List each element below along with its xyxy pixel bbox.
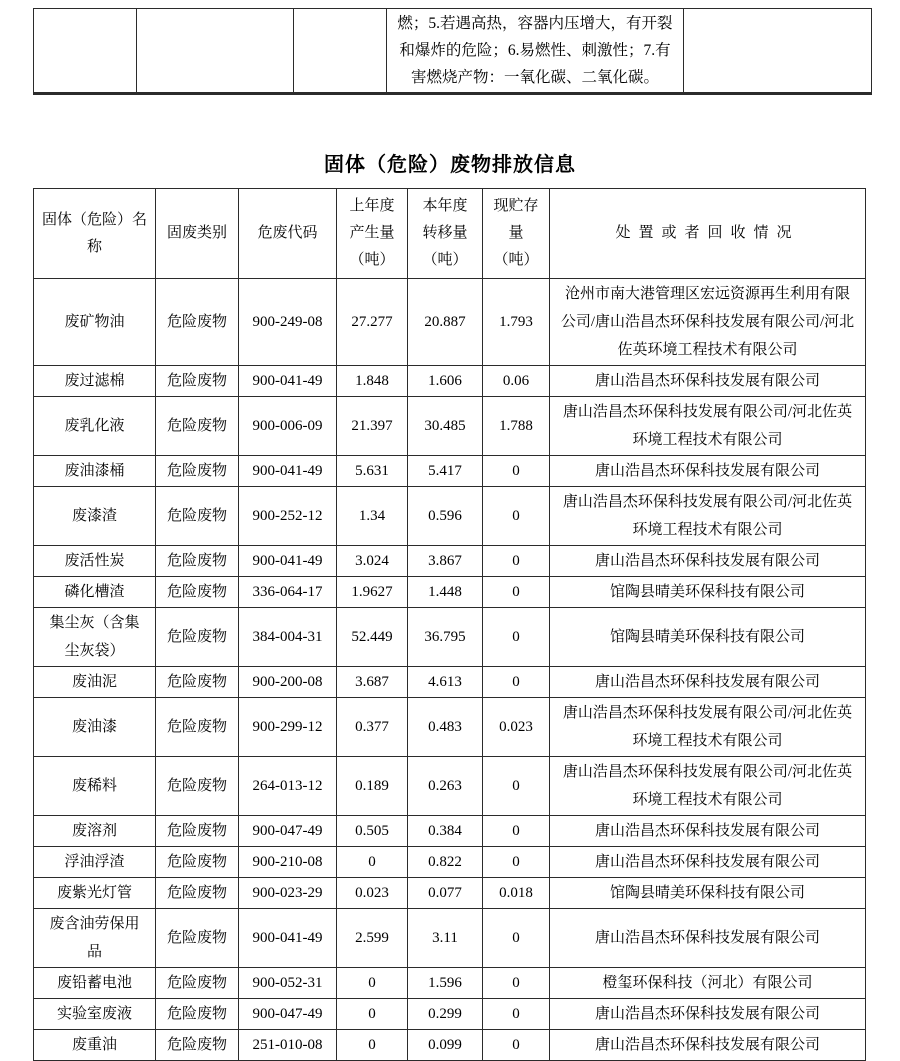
- code-cell: 900-041-49: [239, 366, 337, 397]
- code-cell: 336-064-17: [239, 577, 337, 608]
- table-row: [34, 999, 866, 1030]
- category-cell: 危险废物: [156, 999, 239, 1030]
- name-cell: 废油漆桶: [34, 456, 156, 487]
- disposal-cell: 唐山浩昌杰环保科技发展有限公司/河北佐英环境工程技术有限公司: [550, 757, 866, 816]
- name-cell: 废漆渣: [34, 487, 156, 546]
- table-row: [34, 1030, 866, 1061]
- column-header: 固体（危险）名称: [34, 189, 156, 279]
- table-row: [34, 667, 866, 698]
- category-cell: 危险废物: [156, 1030, 239, 1061]
- table-row: [34, 546, 866, 577]
- category-cell: 危险废物: [156, 698, 239, 757]
- category-cell: 危险废物: [156, 909, 239, 968]
- table-row: [34, 397, 866, 456]
- name-cell: 集尘灰（含集尘灰袋）: [34, 608, 156, 667]
- page-title: 固体（危险）废物排放信息: [324, 154, 576, 176]
- this-year-transferred-cell: 1.596: [408, 968, 483, 999]
- current-storage-cell: 1.788: [483, 397, 550, 456]
- current-storage-cell: 0.018: [483, 878, 550, 909]
- last-year-generated-cell: 0.023: [337, 878, 408, 909]
- table-row: [34, 487, 866, 546]
- table-row: [34, 279, 866, 366]
- category-cell: 危险废物: [156, 366, 239, 397]
- category-cell: 危险废物: [156, 757, 239, 816]
- name-cell: 废紫光灯管: [34, 878, 156, 909]
- category-cell: 危险废物: [156, 487, 239, 546]
- category-cell: 危险废物: [156, 878, 239, 909]
- this-year-transferred-cell: 3.867: [408, 546, 483, 577]
- name-cell: 废溶剂: [34, 816, 156, 847]
- current-storage-cell: 0: [483, 968, 550, 999]
- this-year-transferred-cell: 4.613: [408, 667, 483, 698]
- this-year-transferred-cell: 5.417: [408, 456, 483, 487]
- column-header: 危废代码: [239, 189, 337, 279]
- disposal-cell: 唐山浩昌杰环保科技发展有限公司/河北佐英环境工程技术有限公司: [550, 698, 866, 757]
- last-year-generated-cell: 3.024: [337, 546, 408, 577]
- table-row: [34, 816, 866, 847]
- prev-table-row: [34, 9, 872, 94]
- column-header: 固废类别: [156, 189, 239, 279]
- prev-table-empty-cell: [137, 9, 294, 94]
- this-year-transferred-cell: 0.822: [408, 847, 483, 878]
- code-cell: 900-047-49: [239, 999, 337, 1030]
- disposal-cell: 唐山浩昌杰环保科技发展有限公司: [550, 546, 866, 577]
- name-cell: 废铅蓄电池: [34, 968, 156, 999]
- category-cell: 危险废物: [156, 667, 239, 698]
- disposal-cell: 唐山浩昌杰环保科技发展有限公司: [550, 847, 866, 878]
- last-year-generated-cell: 0: [337, 847, 408, 878]
- name-cell: 废过滤棉: [34, 366, 156, 397]
- code-cell: 900-299-12: [239, 698, 337, 757]
- current-storage-cell: 1.793: [483, 279, 550, 366]
- prev-table-empty-cell: [684, 9, 872, 94]
- code-cell: 900-210-08: [239, 847, 337, 878]
- category-cell: 危险废物: [156, 546, 239, 577]
- column-header: 本年度转移量（吨）: [408, 189, 483, 279]
- prev-table-empty-cell: [294, 9, 387, 94]
- last-year-generated-cell: 0: [337, 968, 408, 999]
- last-year-generated-cell: 0: [337, 1030, 408, 1061]
- code-cell: 900-252-12: [239, 487, 337, 546]
- code-cell: 900-200-08: [239, 667, 337, 698]
- this-year-transferred-cell: 36.795: [408, 608, 483, 667]
- code-cell: 900-041-49: [239, 456, 337, 487]
- name-cell: 磷化槽渣: [34, 577, 156, 608]
- prev-table-empty-cell: [34, 9, 137, 94]
- name-cell: 实验室废液: [34, 999, 156, 1030]
- disposal-cell: 唐山浩昌杰环保科技发展有限公司/河北佐英环境工程技术有限公司: [550, 397, 866, 456]
- last-year-generated-cell: 0: [337, 999, 408, 1030]
- table-row: [34, 698, 866, 757]
- column-header: 现贮存量（吨）: [483, 189, 550, 279]
- code-cell: 900-041-49: [239, 909, 337, 968]
- category-cell: 危险废物: [156, 397, 239, 456]
- last-year-generated-cell: 27.277: [337, 279, 408, 366]
- waste-table: [33, 188, 866, 1061]
- this-year-transferred-cell: 20.887: [408, 279, 483, 366]
- column-header: 上年度产生量（吨）: [337, 189, 408, 279]
- last-year-generated-cell: 3.687: [337, 667, 408, 698]
- disposal-cell: 沧州市南大港管理区宏远资源再生利用有限公司/唐山浩昌杰环保科技发展有限公司/河北佐英环境工程技术有限公司: [550, 279, 866, 366]
- last-year-generated-cell: 0.189: [337, 757, 408, 816]
- current-storage-cell: 0: [483, 546, 550, 577]
- name-cell: 废油泥: [34, 667, 156, 698]
- name-cell: 废含油劳保用品: [34, 909, 156, 968]
- this-year-transferred-cell: 0.483: [408, 698, 483, 757]
- this-year-transferred-cell: 0.077: [408, 878, 483, 909]
- name-cell: 废油漆: [34, 698, 156, 757]
- name-cell: 浮油浮渣: [34, 847, 156, 878]
- last-year-generated-cell: 1.848: [337, 366, 408, 397]
- name-cell: 废乳化液: [34, 397, 156, 456]
- code-cell: 900-047-49: [239, 816, 337, 847]
- category-cell: 危险废物: [156, 847, 239, 878]
- disposal-cell: 橙玺环保科技（河北）有限公司: [550, 968, 866, 999]
- code-cell: 251-010-08: [239, 1030, 337, 1061]
- table-row: [34, 456, 866, 487]
- last-year-generated-cell: 2.599: [337, 909, 408, 968]
- table-row: [34, 909, 866, 968]
- last-year-generated-cell: 5.631: [337, 456, 408, 487]
- hazard-note-cell: 燃；5.若遇高热，容器内压增大，有开裂和爆炸的危险；6.易燃性、刺激性；7.有害燃烧产物：一氧化碳、二氧化碳。: [387, 9, 684, 94]
- column-header: 处置或者回收情况: [550, 189, 866, 279]
- current-storage-cell: 0: [483, 487, 550, 546]
- header-row: [34, 189, 866, 279]
- current-storage-cell: 0: [483, 456, 550, 487]
- disposal-cell: 唐山浩昌杰环保科技发展有限公司: [550, 909, 866, 968]
- code-cell: 384-004-31: [239, 608, 337, 667]
- code-cell: 900-023-29: [239, 878, 337, 909]
- current-storage-cell: 0: [483, 667, 550, 698]
- current-storage-cell: 0.06: [483, 366, 550, 397]
- disposal-cell: 唐山浩昌杰环保科技发展有限公司: [550, 816, 866, 847]
- disposal-cell: 馆陶县晴美环保科技有限公司: [550, 608, 866, 667]
- disposal-cell: 唐山浩昌杰环保科技发展有限公司: [550, 999, 866, 1030]
- disposal-cell: 唐山浩昌杰环保科技发展有限公司: [550, 1030, 866, 1061]
- last-year-generated-cell: 21.397: [337, 397, 408, 456]
- this-year-transferred-cell: 0.596: [408, 487, 483, 546]
- current-storage-cell: 0: [483, 1030, 550, 1061]
- previous-page-table-fragment: [33, 8, 872, 95]
- current-storage-cell: 0: [483, 847, 550, 878]
- category-cell: 危险废物: [156, 456, 239, 487]
- disposal-cell: 馆陶县晴美环保科技有限公司: [550, 577, 866, 608]
- disposal-cell: 唐山浩昌杰环保科技发展有限公司: [550, 366, 866, 397]
- current-storage-cell: 0: [483, 577, 550, 608]
- current-storage-cell: 0.023: [483, 698, 550, 757]
- this-year-transferred-cell: 3.11: [408, 909, 483, 968]
- last-year-generated-cell: 0.377: [337, 698, 408, 757]
- last-year-generated-cell: 0.505: [337, 816, 408, 847]
- table-row: [34, 366, 866, 397]
- category-cell: 危险废物: [156, 968, 239, 999]
- table-row: [34, 757, 866, 816]
- code-cell: 900-249-08: [239, 279, 337, 366]
- disposal-cell: 馆陶县晴美环保科技有限公司: [550, 878, 866, 909]
- last-year-generated-cell: 52.449: [337, 608, 408, 667]
- current-storage-cell: 0: [483, 909, 550, 968]
- code-cell: 900-041-49: [239, 546, 337, 577]
- this-year-transferred-cell: 0.263: [408, 757, 483, 816]
- current-storage-cell: 0: [483, 608, 550, 667]
- category-cell: 危险废物: [156, 608, 239, 667]
- this-year-transferred-cell: 0.099: [408, 1030, 483, 1061]
- last-year-generated-cell: 1.34: [337, 487, 408, 546]
- current-storage-cell: 0: [483, 999, 550, 1030]
- category-cell: 危险废物: [156, 279, 239, 366]
- table-row: [34, 577, 866, 608]
- disposal-cell: 唐山浩昌杰环保科技发展有限公司: [550, 667, 866, 698]
- this-year-transferred-cell: 0.384: [408, 816, 483, 847]
- this-year-transferred-cell: 1.606: [408, 366, 483, 397]
- name-cell: 废活性炭: [34, 546, 156, 577]
- category-cell: 危险废物: [156, 577, 239, 608]
- code-cell: 900-006-09: [239, 397, 337, 456]
- current-storage-cell: 0: [483, 816, 550, 847]
- this-year-transferred-cell: 1.448: [408, 577, 483, 608]
- this-year-transferred-cell: 30.485: [408, 397, 483, 456]
- disposal-cell: 唐山浩昌杰环保科技发展有限公司: [550, 456, 866, 487]
- name-cell: 废重油: [34, 1030, 156, 1061]
- table-row: [34, 968, 866, 999]
- disposal-cell: 唐山浩昌杰环保科技发展有限公司/河北佐英环境工程技术有限公司: [550, 487, 866, 546]
- this-year-transferred-cell: 0.299: [408, 999, 483, 1030]
- table-row: [34, 878, 866, 909]
- category-cell: 危险废物: [156, 816, 239, 847]
- last-year-generated-cell: 1.9627: [337, 577, 408, 608]
- code-cell: 264-013-12: [239, 757, 337, 816]
- waste-table-body: [34, 279, 866, 1061]
- name-cell: 废稀料: [34, 757, 156, 816]
- current-storage-cell: 0: [483, 757, 550, 816]
- table-row: [34, 847, 866, 878]
- code-cell: 900-052-31: [239, 968, 337, 999]
- name-cell: 废矿物油: [34, 279, 156, 366]
- table-row: [34, 608, 866, 667]
